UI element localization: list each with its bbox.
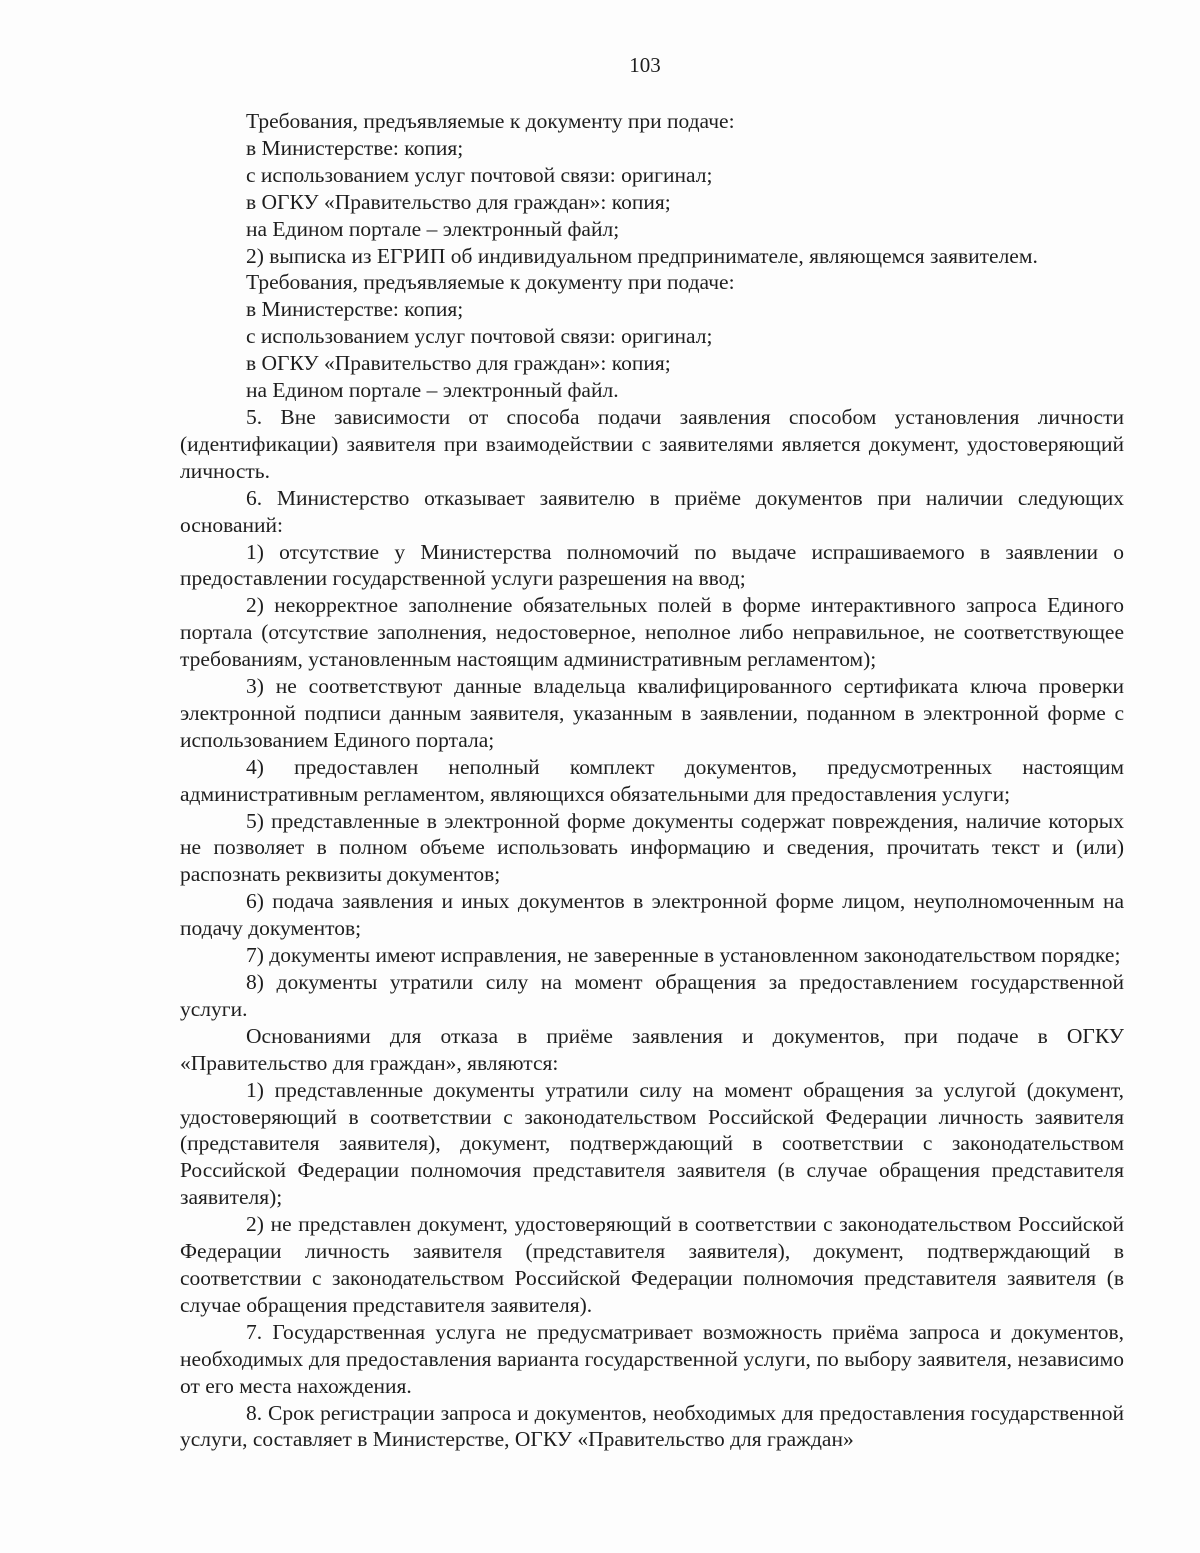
paragraph-6: 6. Министерство отказывает заявителю в приёме документов при наличии следующих оснований: <box>180 485 1124 537</box>
list-line: на Едином портале – электронный файл. <box>246 378 619 403</box>
list-line: Требования, предъявляемые к документу при подаче: <box>246 109 735 133</box>
paragraph-5: 5. Вне зависимости от способа подачи заявления способом установления личности (идентификации) заявителя при взаимодействии с заявителями является документ, удостоверяющий личность. <box>180 404 1124 483</box>
list-line: 2) выписка из ЕГРИП об индивидуальном предпринимателе, являющемся заявителем. <box>246 243 1038 268</box>
ogku-refusal-intro: Основаниями для отказа в приёме заявления и документов, при подаче в ОГКУ «Правительство для граждан», являются: <box>180 1023 1124 1075</box>
list-line: на Едином портале – электронный файл; <box>246 216 620 241</box>
refusal-item-8: 8) документы утратили силу на момент обращения за предоставлением государственной услуги. <box>180 970 1124 1021</box>
list-line: в ОГКУ «Правительство для граждан»: копия; <box>246 351 671 376</box>
refusal-item-7: 7) документы имеют исправления, не заверенные в установленном законодательством порядке; <box>246 943 1121 968</box>
refusal-item-4: 4) предоставлен неполный комплект документов, предусмотренных настоящим административным регламентом, являющихся обязательными для предоставления услуги; <box>180 754 1124 806</box>
document-body <box>180 108 1124 1453</box>
ogku-refusal-item-1: 1) представленные документы утратили силу на момент обращения за услугой (документ, удостоверяющий в соответствии с законодательством Российской Федерации личность заявителя (представителя заявителя), документ, подтверждающий в соответствии с законодательством Российской Федерации полномочия представителя заявителя (в случае обращения представителя заявителя); <box>180 1077 1124 1210</box>
list-line: в Министерстве: копия; <box>246 135 464 160</box>
ogku-refusal-item-2: 2) не представлен документ, удостоверяющий в соответствии с законодательством Российской Федерации личность заявителя (представителя заявителя), документ, подтверждающий в соответствии с законодательством Российской Федерации полномочия представителя заявителя (в случае обращения представителя заявителя). <box>180 1212 1124 1317</box>
paragraph-8: 8. Срок регистрации запроса и документов, необходимых для предоставления государственной услуги, составляет в Министерстве, ОГКУ «Правительство для граждан» <box>180 1400 1124 1452</box>
list-line: с использованием услуг почтовой связи: оригинал; <box>246 162 713 187</box>
refusal-item-3: 3) не соответствуют данные владельца квалифицированного сертификата ключа проверки электронной подписи данным заявителя, указанным в заявлении, поданном в электронной форме с использованием Единого портала; <box>180 674 1124 752</box>
refusal-item-1: 1) отсутствие у Министерства полномочий по выдаче испрашиваемого в заявлении о предоставлении государственной услуги разрешения на ввод; <box>180 539 1124 591</box>
list-line: с использованием услуг почтовой связи: оригинал; <box>246 324 713 349</box>
list-line: в ОГКУ «Правительство для граждан»: копия; <box>246 189 671 214</box>
list-line: в Министерстве: копия; <box>246 297 464 322</box>
list-line: Требования, предъявляемые к документу при подаче: <box>246 270 735 295</box>
refusal-item-5: 5) представленные в электронной форме документы содержат повреждения, наличие которых не позволяет в полном объеме использовать информацию и сведения, прочитать текст и (или) распознать реквизиты документов; <box>180 808 1124 887</box>
refusal-item-2: 2) некорректное заполнение обязательных полей в форме интерактивного запроса Единого портала (отсутствие заполнения, недостоверное, неполное либо неправильное, не соответствующее требованиям, установленным настоящим административным регламентом); <box>180 593 1124 672</box>
page-number: 103 <box>629 53 661 77</box>
paragraph-7: 7. Государственная услуга не предусматривает возможность приёма запроса и документов, необходимых для предоставления варианта государственной услуги, по выбору заявителя, независимо от его места нахождения. <box>180 1319 1124 1398</box>
refusal-item-6: 6) подача заявления и иных документов в электронной форме лицом, неуполномоченным на подачу документов; <box>180 889 1124 941</box>
